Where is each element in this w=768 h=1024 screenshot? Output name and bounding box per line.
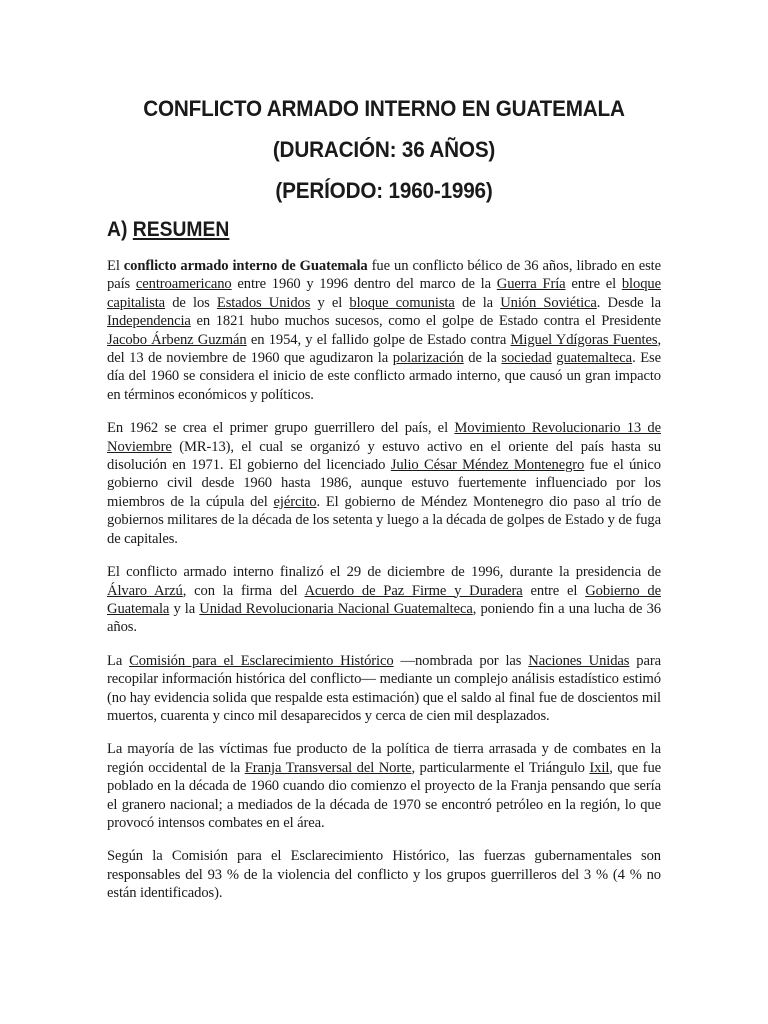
hyperlink[interactable]: Julio César Méndez Montenegro — [390, 457, 585, 474]
paragraph — [107, 419, 661, 548]
hyperlink[interactable]: bloque comunista — [349, 294, 455, 311]
text-run: , del 13 de noviembre de 1960 que agudizaron la — [107, 331, 661, 367]
text-run: En 1962 se crea el primer grupo guerrillero del país, el — [107, 420, 455, 437]
title-line-1: CONFLICTO ARMADO INTERNO EN GUATEMALA — [143, 96, 625, 121]
hyperlink[interactable]: Franja Transversal del Norte — [244, 759, 412, 776]
text-run: (MR-13), el cual se organizó y estuvo activo en el oriente del país hasta su disolución en 1971. El gobierno del licenciado — [107, 438, 661, 474]
text-run: , particularmente el Triángulo — [411, 759, 590, 776]
hyperlink[interactable]: Jacobo Árbenz Guzmán — [107, 331, 247, 348]
text-run: , que fue poblado en la década de 1960 cuando dio comienzo el proyecto de la Franja pensando que sería el granero nacional; a mediados de la década de 1970 se encontró petróleo en la región, lo que provocó intensos combates en el área. — [107, 759, 662, 831]
hyperlink[interactable]: centroamericano — [135, 276, 232, 293]
text-run: El — [107, 258, 124, 274]
text-run: y el — [310, 294, 350, 311]
text-run: El conflicto armado interno finalizó el 29 de diciembre de 1996, durante la presidencia de — [107, 564, 661, 581]
section-heading-resumen — [107, 215, 617, 245]
section-label: RESUMEN — [132, 218, 230, 241]
hyperlink[interactable]: Guerra Fría — [496, 276, 566, 293]
text-run: , poniendo fin a una lucha de 36 años. — [107, 600, 661, 636]
title-line-2: (DURACIÓN: 36 AÑOS) — [272, 137, 496, 162]
hyperlink[interactable]: Ixil — [589, 759, 610, 776]
text-run: entre el — [522, 582, 586, 599]
text-run: de la — [454, 294, 501, 311]
text-run: para recopilar información histórica del conflicto— mediante un complejo análisis estadístico estimó (no hay evidencia solida que respalde esta estimación) que el saldo al final fue de doscientos mil muertos, cuarenta y cinco mil desaparecidos y cerca de cien mil desplazados. — [107, 652, 661, 724]
hyperlink[interactable]: Estados Unidos — [216, 294, 311, 311]
hyperlink[interactable]: Independencia — [107, 313, 191, 330]
text-run: de la — [463, 350, 502, 367]
text-run: , con la firma del — [182, 582, 305, 599]
text-run: de los — [165, 294, 217, 311]
hyperlink[interactable]: bloque capitalista — [107, 276, 661, 311]
text-run: Según la Comisión para el Esclarecimiento Histórico, las fuerzas gubernamentales son responsables del 93 % de la violencia del conflicto y los grupos guerrilleros del 3 % (4 % no están identificados). — [107, 848, 661, 902]
text-run: —nombrada por las — [393, 652, 529, 669]
paragraph — [107, 847, 661, 902]
text-run: La — [107, 652, 130, 669]
hyperlink[interactable]: Naciones Unidas — [528, 652, 630, 669]
hyperlink[interactable]: ejército — [273, 493, 317, 510]
text-run: en 1954, y el fallido golpe de Estado contra — [246, 331, 511, 348]
text-run: . El gobierno de Méndez Montenegro dio paso al trío de gobiernos militares de la década de los setenta y luego a la década de golpes de Estado y de fuga de capitales. — [107, 493, 662, 547]
document-title — [107, 0, 661, 211]
hyperlink[interactable]: polarización — [392, 350, 464, 367]
text-run: . Desde la — [596, 294, 661, 311]
body-text — [107, 257, 661, 903]
paragraph — [107, 563, 661, 637]
bold-term: conflicto armado interno de Guatemala — [123, 258, 368, 274]
hyperlink[interactable]: Unidad Revolucionaria Nacional Guatemalteca — [199, 600, 473, 617]
text-run: fue el único gobierno civil desde 1960 hasta 1986, aunque estuvo fuertemente influenciado por los miembros de la cúpula del — [107, 457, 661, 510]
paragraph — [107, 652, 661, 726]
text-run: La mayoría de las víctimas fue producto de la política de tierra arrasada y de combates en la región occidental de la — [107, 741, 661, 776]
section-prefix: A) — [107, 218, 133, 241]
text-run: . Ese día del 1960 se considera el inicio de este conflicto armado interno, que causó un gran impacto en términos económicos y políticos. — [107, 350, 661, 403]
hyperlink[interactable]: sociedad — [501, 350, 552, 367]
hyperlink[interactable]: Álvaro Arzú — [107, 582, 183, 599]
title-line-3: (PERÍODO: 1960-1996) — [275, 178, 493, 203]
text-run: en 1821 hubo muchos sucesos, como el golpe de Estado contra el Presidente — [190, 313, 661, 330]
text-run: entre el — [565, 276, 622, 293]
paragraph — [107, 740, 661, 832]
hyperlink[interactable]: Unión Soviética — [500, 294, 597, 311]
hyperlink[interactable]: Miguel Ydígoras Fuentes — [510, 331, 658, 348]
hyperlink[interactable]: guatemalteca — [556, 350, 633, 367]
paragraph — [107, 257, 661, 404]
text-run: fue un conflicto bélico de 36 años, librado en este país — [107, 258, 661, 293]
text-run: entre 1960 y 1996 dentro del marco de la — [231, 276, 497, 293]
hyperlink[interactable]: Comisión para el Esclarecimiento Histórico — [129, 652, 394, 669]
text-run: y la — [169, 600, 200, 617]
hyperlink[interactable]: Movimiento Revolucionario 13 de Noviembre — [107, 420, 661, 455]
hyperlink[interactable]: Gobierno de Guatemala — [107, 582, 661, 617]
hyperlink[interactable]: Acuerdo de Paz Firme y Duradera — [304, 582, 523, 599]
